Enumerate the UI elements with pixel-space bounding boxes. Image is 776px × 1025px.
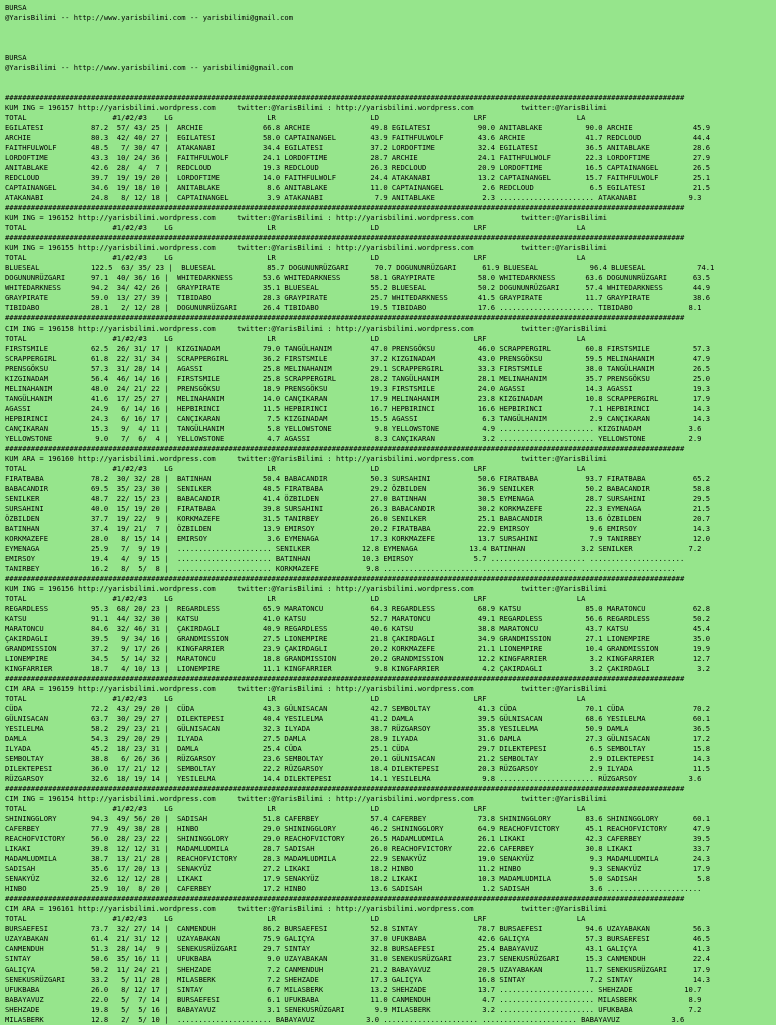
column-header-line: TOTAL #1/#2/#3 LG LR LD LRF LA xyxy=(5,593,586,603)
separator-line: ############################################################################################################################################################## xyxy=(5,784,685,794)
text-line: REACHOFVICTORY 56.0 28/ 23/ 22 | SHININGGLORY 29.0 REACHOFVICTORY 26.5 MADAMLUDMILA 26.1 LIKAKI 42.3 CAFERBEY 39.5 xyxy=(5,834,711,844)
text-line: SCRAPPERGIRL 61.8 22/ 31/ 34 | SCRAPPERGIRL 36.2 FIRSTSMILE 37.2 KIZGINADAM 43.0 PRENSGÖKSU 59.5 MELINAHANIM 47.9 xyxy=(5,353,711,363)
text-line: ILYADA 45.2 18/ 23/ 31 | DAMLA 25.4 CÜDA 25.1 CÜDA 29.7 DILEKTEPESI 6.5 SEMBOLTAY 15.8 xyxy=(5,744,711,754)
text-line: ÖZBILDEN 37.7 19/ 22/ 9 | KORKMAZEFE 31.5 TANIRBEY 26.0 SENILKER 25.1 BABACANDIR 13.6 ÖZBILDEN 20.7 xyxy=(5,513,711,523)
text-line: UZAYABAKAN 61.4 21/ 31/ 12 | UZAYABAKAN 75.9 GALIÇYA 37.0 UFUKBABA 42.6 GALIÇYA 57.3 BURSAEFESI 46.5 xyxy=(5,934,711,944)
text-line: MELINAHANIM 48.0 24/ 21/ 22 | PRENSGÖKSU 18.9 PRENSGÖKSU 19.3 FIRSTSMILE 24.0 AGASSI 14.3 AGASSI 19.3 xyxy=(5,383,711,393)
blank-line xyxy=(5,23,775,33)
text-line: SEMBOLTAY 38.8 6/ 26/ 36 | RÜZGARSOY 23.6 SEMBOLTAY 20.1 GÜLNISACAN 21.2 SEMBOLTAY 2.9 DILEKTEPESI 14.3 xyxy=(5,754,711,764)
column-header-line: TOTAL #1/#2/#3 LG LR LD LRF LA xyxy=(5,463,586,473)
race-header-line: CIM ING = 196158 http://yarisbilimi.wordpress.com twitter:@YarisBilimi : http://yarisbilimi.wordpress.com twitter:@YarisBilimi xyxy=(5,323,607,333)
separator-line: ############################################################################################################################################################## xyxy=(5,443,685,453)
text-line: SHININGGLORY 94.3 49/ 56/ 20 | SADISAH 51.8 CAFERBEY 57.4 CAFERBEY 73.8 SHININGGLORY 83.6 SHININGGLORY 60.1 xyxy=(5,814,711,824)
blank-line xyxy=(5,83,775,93)
separator-line: ############################################################################################################################################################## xyxy=(5,573,685,583)
text-line: CAPTAINANGEL 34.6 19/ 18/ 10 | ANITABLAKE 8.6 ANITABLAKE 11.0 CAPTAINANGEL 2.6 REDCLOUD 6.5 EGILATESI 21.5 xyxy=(5,183,711,193)
race-header-line: KUM ING = 196152 http://yarisbilimi.wordpress.com twitter:@YarisBilimi : http://yarisbilimi.wordpress.com twitter:@YarisBilimi xyxy=(5,213,607,223)
text-line: CANMENDUH 51.3 28/ 14/ 9 | SENEKUSRÜZGARI 29.7 SINTAY 32.8 BURSAEFESI 25.4 BABAYAVUZ 43.1 GALIÇYA 41.3 xyxy=(5,944,711,954)
race-header-line: KUM ING = 196156 http://yarisbilimi.wordpress.com twitter:@YarisBilimi : http://yarisbilimi.wordpress.com twitter:@YarisBilimi xyxy=(5,583,607,593)
text-line: YELLOWSTONE 9.0 7/ 6/ 4 | YELLOWSTONE 4.7 AGASSI 8.3 CANÇIKARAN 3.2 ...................... YELLOWSTONE 2.9 xyxy=(5,433,702,443)
column-header-line: TOTAL #1/#2/#3 LG LR LD LRF LA xyxy=(5,333,586,343)
text-line: BATINHAN 37.4 19/ 21/ 7 | ÖZBILDEN 13.9 EMIRSOY 20.2 FIRATBABA 22.9 EMIRSOY 9.6 EMIRSOY 14.3 xyxy=(5,523,711,533)
text-line: GALIÇYA 50.2 11/ 24/ 21 | SHEHZADE 7.2 CANMENDUH 21.2 BABAYAVUZ 20.5 UZAYABAKAN 11.7 SENEKUSRÜZGARI 17.9 xyxy=(5,964,711,974)
text-line: DOGUNUNRÜZGARI 97.1 40/ 36/ 16 | WHITEDARKNESS 53.6 WHITEDARKNESS 58.1 GRAYPIRATE 58.0 WHITEDARKNESS 63.6 DOGUNUNRÜZGARI 63.5 xyxy=(5,273,711,283)
separator-line: ############################################################################################################################################################## xyxy=(5,313,685,323)
text-line: BLUESEAL 122.5 63/ 35/ 23 | BLUESEAL 85.7 DOGUNUNRÜZGARI 70.7 DOGUNUNRÜZGARI 61.9 BLUESEAL 96.4 BLUESEAL 74.1 xyxy=(5,263,715,273)
text-line: GRANDMISSION 37.2 9/ 17/ 26 | KINGFARRIER 23.9 ÇAKIRDAGLI 20.2 KORKMAZEFE 21.1 LIONEMPIRE 10.4 GRANDMISSION 19.9 xyxy=(5,644,711,653)
text-line: @YarisBilimi -- http://www.yarisbilimi.com -- yarisbilimi@gmail.com xyxy=(5,13,294,23)
text-line: SURSAHINI 40.0 15/ 19/ 20 | FIRATBABA 39.8 SURSAHINI 26.3 BABACANDIR 30.2 KORKMAZEFE 22.3 EYMENAGA 21.5 xyxy=(5,503,711,513)
text-line: EGILATESI 87.2 57/ 43/ 25 | ARCHIE 66.8 ARCHIE 49.8 EGILATESI 90.0 ANITABLAKE 90.0 ARCHIE 45.9 xyxy=(5,123,711,133)
text-line: AGASSI 24.9 6/ 14/ 16 | HEPBIRINCI 11.5 HEPBIRINCI 16.7 HEPBIRINCI 16.6 HEPBIRINCI 7.1 HEPBIRINCI 14.3 xyxy=(5,403,711,413)
text-line: EYMENAGA 25.9 7/ 9/ 19 | ...................... SENILKER 12.8 EYMENAGA 13.4 BATINHAN 3.2 SENILKER 7.2 xyxy=(5,543,702,553)
text-line: FIRATBABA 78.2 30/ 32/ 28 | BATINHAN 50.4 BABACANDIR 50.3 SURSAHINI 50.6 FIRATBABA 93.7 FIRATBABA 65.2 xyxy=(5,473,711,483)
text-line: KORKMAZEFE 28.0 8/ 15/ 14 | EMIRSOY 3.6 EYMENAGA 17.3 KORKMAZEFE 13.7 SURSAHINI 7.9 TANIRBEY 12.0 xyxy=(5,533,711,543)
text-line: ÇAKIRDAGLI 39.5 9/ 34/ 16 | GRANDMISSION 27.5 LIONEMPIRE 21.8 ÇAKIRDAGLI 34.9 GRANDMISSION 27.1 LIONEMPIRE 35.0 xyxy=(5,633,711,643)
column-header-line: TOTAL #1/#2/#3 LG LR LD LRF LA xyxy=(5,914,586,924)
text-line: GÜLNISACAN 63.7 30/ 29/ 27 | DILEKTEPESI 40.4 YESILELMA 41.2 DAMLA 39.5 GÜLNISACAN 68.6 YESILELMA 60.1 xyxy=(5,714,711,724)
document-text xyxy=(5,3,775,1025)
text-line: BURSA xyxy=(5,53,27,63)
text-line: LORDOFTIME 43.3 10/ 24/ 36 | FAITHFULWOLF 24.1 LORDOFTIME 28.7 ARCHIE 24.1 FAITHFULWOLF 22.3 LORDOFTIME 27.9 xyxy=(5,153,711,163)
race-header-line: CIM ING = 196154 http://yarisbilimi.wordpress.com twitter:@YarisBilimi : http://yarisbilimi.wordpress.com twitter:@YarisBilimi xyxy=(5,794,607,804)
text-line: PRENSGÖKSU 57.3 31/ 28/ 14 | AGASSI 25.8 MELINAHANIM 29.1 SCRAPPERGIRL 33.3 FIRSTSMILE 38.0 TANGÜLHANIM 26.5 xyxy=(5,363,711,373)
separator-line: ############################################################################################################################################################## xyxy=(5,93,685,103)
text-line: GRAYPIRATE 59.0 13/ 27/ 39 | TIBIDABO 28.3 GRAYPIRATE 25.7 WHITEDARKNESS 41.5 GRAYPIRATE 11.7 GRAYPIRATE 38.6 xyxy=(5,293,711,303)
separator-line: ############################################################################################################################################################## xyxy=(5,674,685,684)
text-line: DAMLA 54.3 29/ 20/ 29 | ILYADA 27.5 DAMLA 28.9 ILYADA 31.6 DAMLA 27.3 GÜLNISACAN 17.2 xyxy=(5,734,711,744)
text-line: YESILELMA 58.2 29/ 23/ 21 | GÜLNISACAN 32.3 ILYADA 38.7 RÜZGARSOY 35.8 YESILELMA 50.9 DAMLA 36.5 xyxy=(5,724,711,734)
text-line: SHEHZADE 19.8 5/ 5/ 16 | BABAYAVUZ 3.1 SENEKUSRÜZGARI 9.9 MILASBERK 3.2 ...................... UFUKBABA 7.2 xyxy=(5,1004,702,1014)
race-header-line: KUM ING = 196157 http://yarisbilimi.wordpress.com twitter:@YarisBilimi : http://yarisbilimi.wordpress.com twitter:@YarisBilimi xyxy=(5,103,607,113)
text-line: SENEKUSRÜZGARI 33.2 5/ 11/ 28 | MILASBERK 7.2 SHEHZADE 17.3 GALIÇYA 16.8 SINTAY 7.2 SINTAY 14.3 xyxy=(5,974,711,984)
text-line: SENAKYÜZ 32.6 12/ 12/ 28 | LIKAKI 17.9 SENAKYÜZ 18.2 LIKAKI 10.3 MADAMLUDMILA 5.0 SADISAH 5.8 xyxy=(5,874,711,884)
text-line: BABAYAVUZ 22.0 5/ 7/ 14 | BURSAEFESI 6.1 UFUKBABA 11.0 CANMENDUH 4.7 ...................... MILASBERK 8.9 xyxy=(5,994,702,1004)
text-line: MADAMLUDMILA 38.7 13/ 21/ 28 | REACHOFVICTORY 28.3 MADAMLUDMILA 22.9 SENAKYÜZ 19.0 SENAKYÜZ 9.3 MADAMLUDMILA 24.3 xyxy=(5,854,711,864)
text-line: REDCLOUD 39.7 19/ 19/ 20 | LORDOFTIME 14.0 FAITHFULWOLF 24.4 ATAKANABI 13.2 CAPTAINANGEL 15.7 FAITHFULWOLF 25.1 xyxy=(5,173,711,183)
text-line: CAFERBEY 77.9 49/ 38/ 28 | HINBO 29.0 SHININGGLORY 46.2 SHININGGLORY 64.9 REACHOFVICTORY 45.1 REACHOFVICTORY 47.9 xyxy=(5,824,711,834)
text-line: BABACANDIR 69.5 35/ 23/ 30 | SENILKER 48.5 FIRATBABA 29.2 ÖZBILDEN 36.9 SENILKER 50.2 BABACANDIR 58.8 xyxy=(5,483,711,493)
text-line: ARCHIE 80.3 42/ 40/ 27 | EGILATESI 58.0 CAPTAINANGEL 43.9 FAITHFULWOLF 43.6 ARCHIE 41.7 REDCLOUD 44.4 xyxy=(5,133,711,143)
text-line: BURSA xyxy=(5,3,27,12)
text-line: HEPBIRINCI 24.3 6/ 16/ 17 | CANÇIKARAN 7.5 KIZGINADAM 15.5 AGASSI 6.3 TANGÜLHANIM 2.9 CANÇIKARAN 14.3 xyxy=(5,413,711,423)
race-header-line: CIM ARA = 196161 http://yarisbilimi.wordpress.com twitter:@YarisBilimi : http://yarisbilimi.wordpress.com twitter:@YarisBilimi xyxy=(5,904,607,914)
text-line: LIONEMPIRE 34.5 5/ 14/ 32 | MARATONCU 18.8 GRANDMISSION 20.2 GRANDMISSION 12.2 KINGFARRIER 3.2 KINGFARRIER 12.7 xyxy=(5,654,711,664)
text-line: ANITABLAKE 42.6 28/ 4/ 7 | REDCLOUD 19.3 REDCLOUD 26.3 REDCLOUD 20.9 LORDOFTIME 16.5 CAPTAINANGEL 26.5 xyxy=(5,163,711,173)
text-line: FAITHFULWOLF 48.5 7/ 30/ 47 | ATAKANABI 34.4 EGILATESI 37.2 LORDOFTIME 32.4 EGILATESI 36.5 ANITABLAKE 28.6 xyxy=(5,143,711,153)
text-line: CÜDA 72.2 43/ 29/ 20 | CÜDA 43.3 GÜLNISACAN 42.7 SEMBOLTAY 41.3 CÜDA 70.1 CÜDA 70.2 xyxy=(5,704,711,714)
text-line: SINTAY 50.6 35/ 16/ 11 | UFUKBABA 9.0 UZAYABAKAN 31.0 SENEKUSRÜZGARI 23.7 SENEKUSRÜZGARI 15.3 CANMENDUH 22.4 xyxy=(5,954,711,964)
text-line: KATSU 91.1 44/ 32/ 30 | KATSU 41.0 KATSU 52.7 MARATONCU 49.1 REGARDLESS 56.6 REGARDLESS 50.2 xyxy=(5,613,711,623)
column-header-line: TOTAL #1/#2/#3 LG LR LD LRF LA xyxy=(5,223,586,233)
text-line: KIZGINADAM 56.4 46/ 14/ 16 | FIRSTSMILE 25.8 SCRAPPERGIRL 28.2 TANGÜLHANIM 28.1 MELINAHANIM 35.7 PRENSGÖKSU 25.0 xyxy=(5,373,711,383)
race-header-line: KUM ING = 196155 http://yarisbilimi.wordpress.com twitter:@YarisBilimi : http://yarisbilimi.wordpress.com twitter:@YarisBilimi xyxy=(5,243,607,253)
text-line: KINGFARRIER 18.7 4/ 10/ 13 | LIONEMPIRE 11.1 KINGFARRIER 9.8 KINGFARRIER 4.2 ÇAKIRDAGLI 3.2 ÇAKIRDAGLI 3.2 xyxy=(5,664,711,674)
text-line: HINBO 25.9 10/ 8/ 20 | CAFERBEY 17.2 HINBO 13.6 SADISAH 1.2 SADISAH 3.6 ...................... xyxy=(5,884,702,894)
text-line: MILASBERK 12.8 2/ 5/ 10 | ...................... BABAYAVUZ 3.0 ...................... ...................... BABAYAVUZ 3.6 xyxy=(5,1014,685,1024)
text-line: TANGÜLHANIM 41.6 17/ 25/ 27 | MELINAHANIM 14.0 CANÇIKARAN 17.9 MELINAHANIM 23.8 KIZGINADAM 10.8 SCRAPPERGIRL 17.9 xyxy=(5,393,711,403)
text-line: SADISAH 35.6 17/ 20/ 13 | SENAKYÜZ 27.2 LIKAKI 18.2 HINBO 11.2 HINBO 9.3 SENAKYÜZ 17.9 xyxy=(5,864,711,874)
blank-line xyxy=(5,33,775,43)
separator-line: ############################################################################################################################################################## xyxy=(5,203,685,213)
blank-line xyxy=(5,73,775,83)
race-header-line: CIM ARA = 196159 http://yarisbilimi.wordpress.com twitter:@YarisBilimi : http://yarisbilimi.wordpress.com twitter:@YarisBilimi xyxy=(5,684,607,694)
column-header-line: TOTAL #1/#2/#3 LG LR LD LRF LA xyxy=(5,804,586,814)
text-line: TANIRBEY 16.2 8/ 5/ 8 | ...................... KORKMAZEFE 9.8 ...................... ...................... ...................... xyxy=(5,563,676,573)
text-line: UFUKBABA 26.0 8/ 12/ 17 | SINTAY 6.7 MILASBERK 13.2 SHEHZADE 13.7 ...................... SHEHZADE 10.7 xyxy=(5,984,702,994)
text-line: SENILKER 48.7 22/ 15/ 23 | BABACANDIR 41.4 ÖZBILDEN 27.0 BATINHAN 30.5 EYMENAGA 28.7 SURSAHINI 29.5 xyxy=(5,493,711,503)
blank-line xyxy=(5,43,775,53)
separator-line: ############################################################################################################################################################## xyxy=(5,233,685,243)
text-line: LIKAKI 39.8 12/ 12/ 31 | MADAMLUDMILA 28.7 SADISAH 26.0 REACHOFVICTORY 22.6 CAFERBEY 30.8 LIKAKI 33.7 xyxy=(5,844,711,854)
text-line: RÜZGARSOY 32.6 18/ 19/ 14 | YESILELMA 14.4 DILEKTEPESI 14.1 YESILELMA 9.8 ...................... RÜZGARSOY 3.6 xyxy=(5,774,702,784)
text-line: EMIRSOY 19.4 4/ 9/ 15 | ...................... BATINHAN 10.3 EMIRSOY 5.7 ...................... ...................... xyxy=(5,553,685,563)
text-line: DILEKTEPESI 36.0 17/ 21/ 12 | SEMBOLTAY 22.2 RÜZGARSOY 18.4 DILEKTEPESI 20.3 RÜZGARSOY 2.9 ILYADA 11.5 xyxy=(5,764,711,774)
text-line: REGARDLESS 95.3 68/ 20/ 23 | REGARDLESS 65.9 MARATONCU 64.3 REGARDLESS 68.9 KATSU 85.0 MARATONCU 62.8 xyxy=(5,603,711,613)
separator-line: ############################################################################################################################################################## xyxy=(5,894,685,904)
column-header-line: TOTAL #1/#2/#3 LG LR LD LRF LA xyxy=(5,253,586,263)
text-line: CANÇIKARAN 15.3 9/ 4/ 11 | TANGÜLHANIM 5.8 YELLOWSTONE 9.8 YELLOWSTONE 4.9 ...................... KIZGINADAM 3.6 xyxy=(5,423,702,433)
column-header-line: TOTAL #1/#2/#3 LG LR LD LRF LA xyxy=(5,694,586,704)
column-header-line: TOTAL #1/#2/#3 LG LR LD LRF LA xyxy=(5,113,586,123)
text-line: @YarisBilimi -- http://www.yarisbilimi.com -- yarisbilimi@gmail.com xyxy=(5,63,294,73)
text-line: TIBIDABO 28.1 2/ 12/ 28 | DOGUNUNRÜZGARI 26.4 TIBIDABO 19.5 TIBIDABO 17.6 ...................... TIBIDABO 8.1 xyxy=(5,303,702,313)
text-line: WHITEDARKNESS 94.2 34/ 42/ 26 | GRAYPIRATE 35.1 BLUESEAL 55.2 BLUESEAL 50.2 DOGUNUNRÜZGARI 57.4 WHITEDARKNESS 44.9 xyxy=(5,283,711,293)
race-header-line: KUM ARA = 196160 http://yarisbilimi.wordpress.com twitter:@YarisBilimi : http://yarisbilimi.wordpress.com twitter:@YarisBilimi xyxy=(5,453,607,463)
text-line: MARATONCU 84.6 32/ 46/ 31 | ÇAKIRDAGLI 40.9 REGARDLESS 40.6 KATSU 38.8 MARATONCU 43.7 KATSU 45.4 xyxy=(5,623,711,633)
text-line: BURSAEFESI 73.7 32/ 27/ 14 | CANMENDUH 86.2 BURSAEFESI 52.8 SINTAY 78.7 BURSAEFESI 94.6 UZAYABAKAN 56.3 xyxy=(5,924,711,934)
text-line: FIRSTSMILE 62.5 26/ 31/ 17 | KIZGINADAM 79.0 TANGÜLHANIM 47.0 PRENSGÖKSU 46.0 SCRAPPERGIRL 60.8 FIRSTSMILE 57.3 xyxy=(5,343,711,353)
text-line: ATAKANABI 24.8 8/ 12/ 18 | CAPTAINANGEL 3.9 ATAKANABI 7.9 ANITABLAKE 2.3 ...................... ATAKANABI 9.3 xyxy=(5,193,702,203)
